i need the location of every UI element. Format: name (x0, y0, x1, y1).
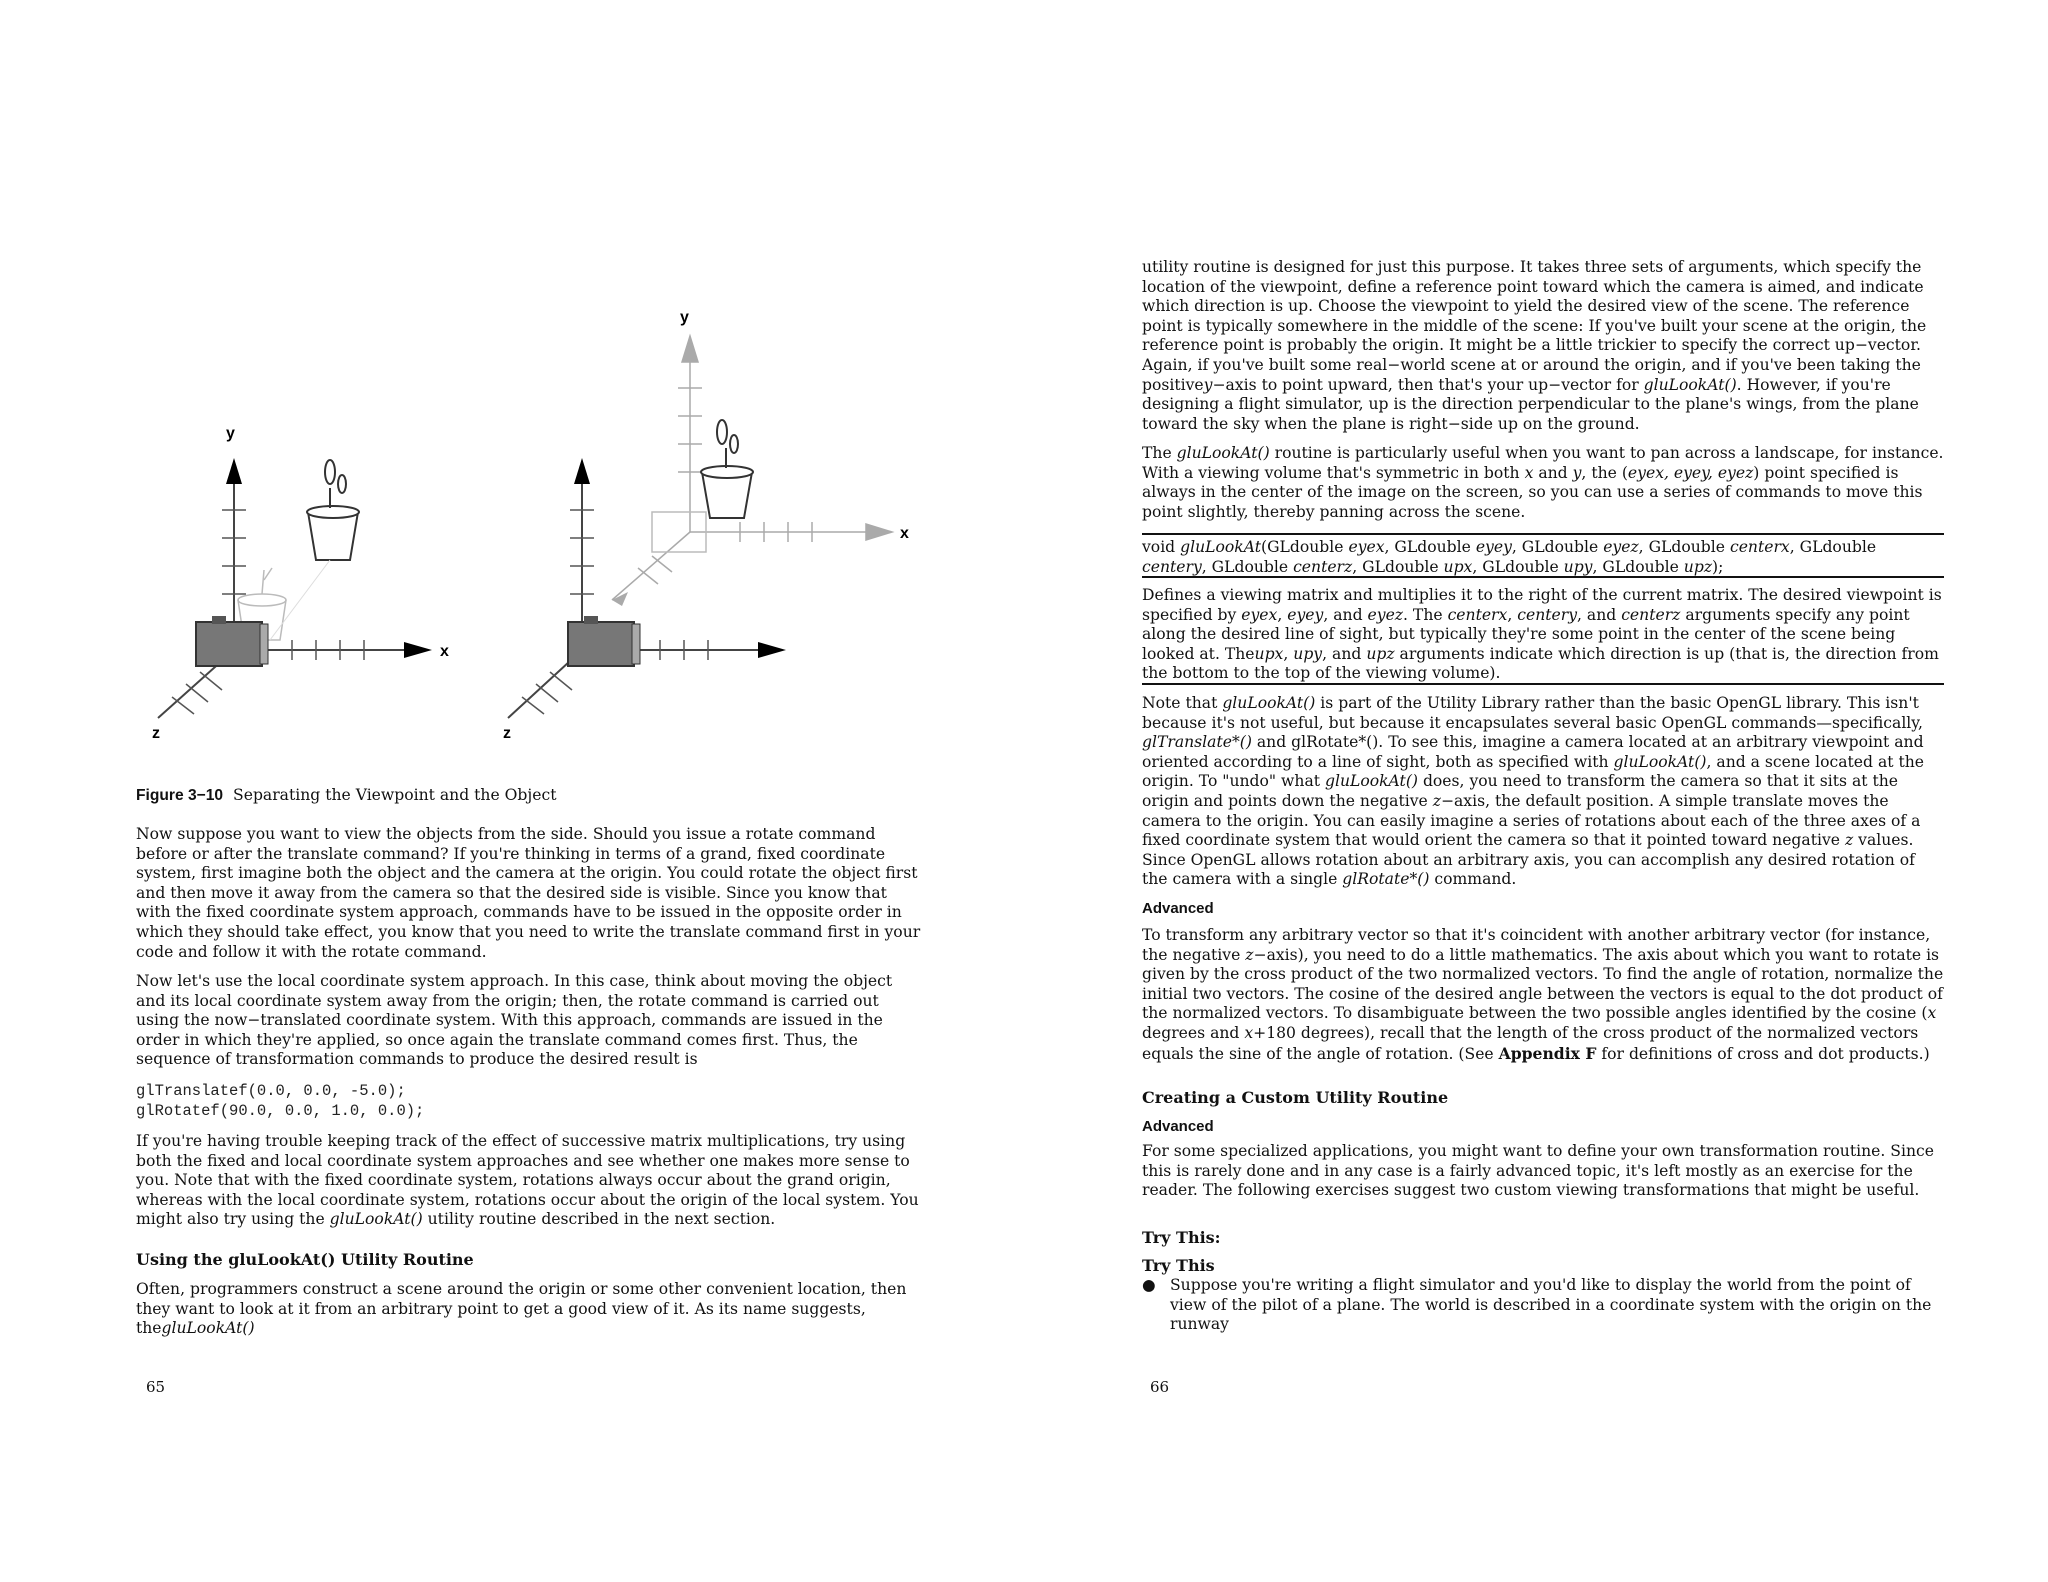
signature-rule-bottom (1142, 576, 1944, 578)
rp-paragraph-4: Note that gluLookAt() is part of the Utility Library rather than the basic OpenGL library. This isn't because it's not useful, but because it encapsulates several basic OpenGL commands—specifically, glTranslate*() and glRotate*(). To see this, imagine a camera located at an arbitrary viewpoint and oriented according to a line of sight, both as specified with gluLookAt(), and a scene located at the origin. To "undo" what gluLookAt() does, you need to transform the camera so that it sits at the origin and points down the negative z−axis, the default position. A simple translate moves the camera to the origin. You can easily imagine a series of rotations about each of the three axes of a fixed coordinate system that would orient the camera so that it pointed toward negative z values. Since OpenGL allows rotation about an arbitrary axis, you can accomplish any desired rotation of the camera with a single glRotate*() command. (1142, 694, 1925, 889)
rp-paragraph-6: For some specialized applications, you might want to define your own transformation routine. Since this is rarely done and in any case is a fairly advanced topic, it's left mostly as an exercise for the reader. The following exercises suggest two custom viewing transformations that might be useful. (1142, 1142, 1934, 1200)
rp-paragraph-3: Defines a viewing matrix and multiplies it to the right of the current matrix. The desired viewpoint is specified by eyex, eyey, and eyez. The centerx, centery, and centerz arguments specify any point along the desired line of sight, but typically they're some point in the center of the scene being looked at. Theupx, upy, and upz arguments indicate which direction is up (that is, the direction from the bottom to the top of the viewing volume). (1142, 586, 1942, 683)
paragraph-3-tail: utility routine described in the next section. (422, 1210, 776, 1229)
flowerpot-left (307, 460, 359, 560)
camera-right (568, 616, 640, 666)
figure-caption (136, 786, 556, 805)
rp-paragraph-2: The gluLookAt() routine is particularly useful when you want to pan across a landscape, for instance. With a viewing volume that's symmetric in both x and y, the (eyex, eyey, eyez) point specified is always in the center of the image on the screen, so you can use a series of commands to move this point slightly, thereby panning across the scene. (1142, 444, 1944, 521)
section-heading: Using the gluLookAt() Utility Routine (136, 1250, 474, 1269)
right-page (1024, 0, 2048, 1582)
y-axis-label-left: y (226, 425, 235, 442)
figure-3-10 (0, 0, 1024, 760)
flowerpot-right (701, 420, 753, 518)
advanced-label-1: Advanced (1142, 900, 1214, 917)
paragraph-3 (136, 1132, 926, 1230)
paragraph-2: Now let's use the local coordinate system approach. In this case, think about moving the object and its local coordinate system away from the origin; then, the rotate command is carried out using the now−translated coordinate system. With this approach, commands are issued in the order in which they're applied, so once again the translate command comes first. Thus, the sequence of transformation commands to produce the desired result is (136, 972, 893, 1069)
rp-paragraph-5: To transform any arbitrary vector so that it's coincident with another arbitrary vector (for instance, the negative z−axis), you need to do a little mathematics. The axis about which you want to rotate is given by the cross product of the two normalized vectors. To find the angle of rotation, normalize the initial two vectors. The cosine of the desired angle between the vectors is equal to the dot product of the normalized vectors. To disambiguate between the two possible angles identified by the cosine (x degrees and x+180 degrees), recall that the length of the cross product of the normalized vectors equals the sine of the angle of rotation. (See Appendix F for definitions of cross and dot products.) (1142, 926, 1944, 1063)
z-axis-label-left: z (152, 725, 160, 742)
y-axis-label-right: y (680, 309, 689, 326)
paragraph-4-text: Often, programmers construct a scene around the origin or some other convenient location, then they want to look at it from an arbitrary point to get a good view of it. As its name suggests, the (136, 1280, 907, 1338)
z-axis-label-right: z (503, 725, 511, 742)
paragraph-3-text: If you're having trouble keeping track of the effect of successive matrix multiplications, try using both the fixed and local coordinate system approaches and see whether one makes more sense to you. Note that with the fixed coordinate system, rotations always occur about the grand origin, whereas with the local coordinate system, rotations occur about the origin of the local system. You might also try using the (136, 1132, 919, 1229)
section-heading-custom: Creating a Custom Utility Routine (1142, 1088, 1449, 1107)
rp-paragraph-1: utility routine is designed for just this purpose. It takes three sets of arguments, which specify the location of the viewpoint, define a reference point toward which the camera is aimed, and indicate which direction is up. Choose the viewpoint to yield the desired view of the scene. The reference point is typically somewhere in the middle of the scene: If you've built your scene at the origin, the reference point is probably the origin. It might be a little trickier to specify the correct up−vector. Again, if you've built some real−world scene at or around the origin, and if you've been taking the positivey−axis to point upward, then that's your up−vector for gluLookAt(). However, if you're designing a flight simulator, up is the direction perpendicular to the plane's wings, from the plane toward the sky when the plane is right−side up on the ground. (1142, 258, 1927, 433)
figure-left-scene (152, 425, 449, 742)
description-rule-bottom (1142, 683, 1944, 685)
paragraph-4-italic: gluLookAt() (161, 1319, 255, 1338)
page-number-left: 65 (146, 1378, 166, 1396)
signature-rule-top (1142, 533, 1944, 535)
code-line: glRotatef(90.0, 0.0, 1.0, 0.0); (136, 1101, 425, 1120)
code-line: glTranslatef(0.0, 0.0, -5.0); (136, 1082, 406, 1100)
figure-right-scene (503, 309, 909, 742)
camera-left (196, 616, 268, 666)
try-this-heading: Try This (1142, 1256, 1215, 1275)
x-axis-label-left: x (440, 643, 449, 660)
paragraph-1: Now suppose you want to view the objects from the side. Should you issue a rotate command before or after the translate command? If you're thinking in terms of a grand, fixed coordinate system, first imagine both the object and the camera at the origin. You could rotate the object first and then move it away from the camera so that the desired side is visible. Since you know that with the fixed coordinate system approach, commands have to be issued in the opposite order in which they should take effect, you know that you need to write the translate command first in your code and follow it with the rotate command. (136, 825, 921, 961)
code-block (136, 1082, 926, 1121)
page-number-right: 66 (1150, 1378, 1170, 1396)
advanced-label-2: Advanced (1142, 1118, 1214, 1135)
figure-label: Figure 3−10 (136, 787, 224, 804)
figure-caption-text: Separating the Viewpoint and the Object (233, 786, 557, 804)
try-this-colon: Try This: (1142, 1228, 1221, 1247)
paragraph-4 (136, 1280, 926, 1339)
bullet-item-text: Suppose you're writing a flight simulator and you'd like to display the world from the point of view of the pilot of a plane. The world is described in a coordinate system with the origin on the runway (1170, 1276, 1932, 1334)
function-signature: void gluLookAt(GLdouble eyex, GLdouble eyey, GLdouble eyez, GLdouble centerx, GLdouble centery, GLdouble centerz, GLdouble upx, GLdouble upy, GLdouble upz); (1142, 538, 1877, 576)
bullet-marker: ● (1142, 1276, 1156, 1294)
paragraph-3-italic: gluLookAt() (329, 1210, 423, 1229)
x-axis-label-right: x (900, 525, 909, 542)
